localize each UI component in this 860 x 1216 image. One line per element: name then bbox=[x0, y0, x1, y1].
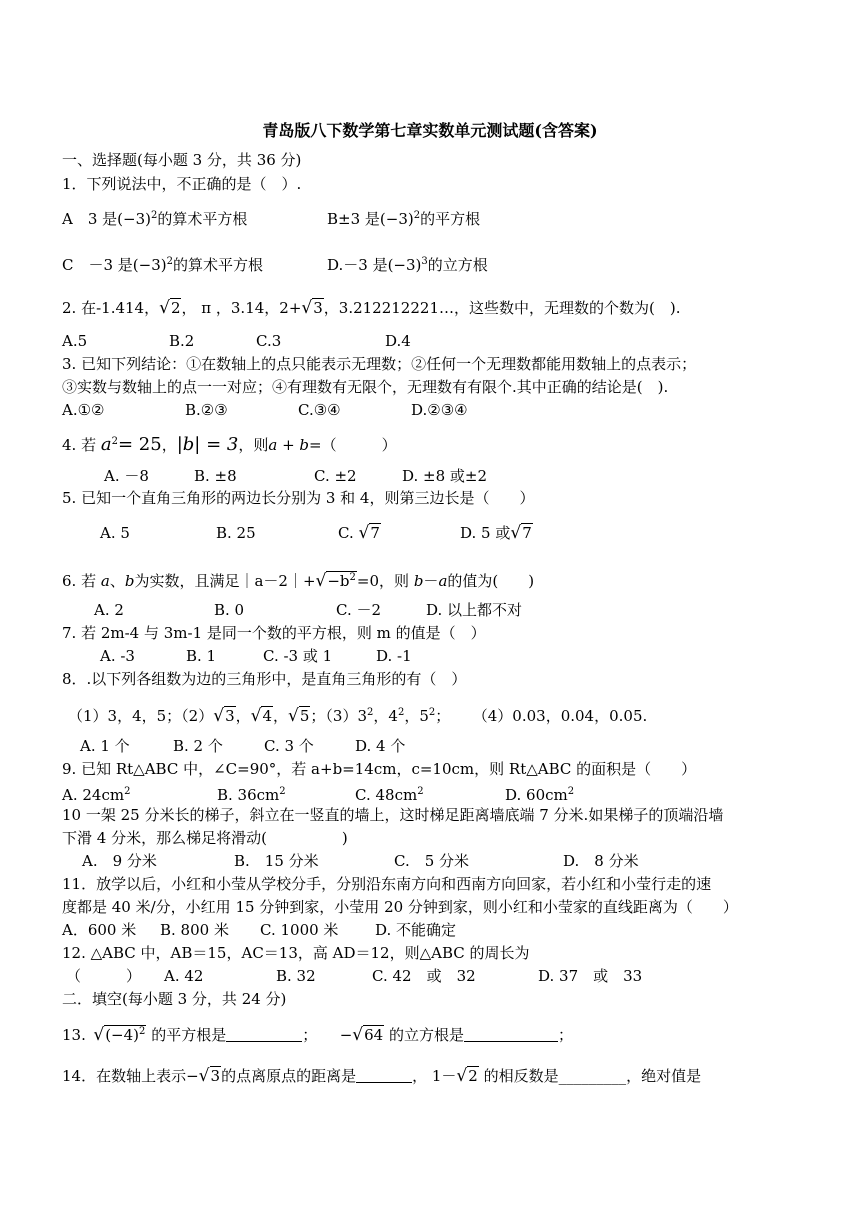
option-b bbox=[217, 782, 355, 805]
option-text: D.－3 是 bbox=[327, 256, 388, 274]
question-6-stem bbox=[62, 568, 534, 591]
question-text: ，4 bbox=[373, 707, 398, 725]
option-d: D. 不能确定 bbox=[375, 921, 457, 939]
question-12-options bbox=[66, 966, 642, 986]
math-expr: (−3) bbox=[117, 210, 151, 228]
option-c: C. －2 bbox=[336, 601, 382, 619]
option-text: C. bbox=[338, 524, 354, 542]
question-3-line-1: 3. 已知下列结论：①在数轴上的点只能表示无理数；②任何一个无理数都能用数轴上的点表示； bbox=[62, 355, 697, 373]
question-text: ， π ，3.14，2+ bbox=[181, 299, 302, 317]
option-c: C. 1000 米 bbox=[260, 921, 339, 939]
sqrt: √3 bbox=[301, 298, 323, 318]
question-10-line-1: 10 一架 25 分米长的梯子，斜立在一竖直的墙上，这时梯足距离墙底端 7 分米.如果梯子的顶端沿墙 bbox=[62, 806, 724, 824]
option-a: A. 42 bbox=[164, 967, 204, 985]
question-text: 的立方根是 bbox=[389, 1026, 465, 1044]
option-c: C. -3 或 1 bbox=[263, 647, 333, 665]
sqrt: √3 bbox=[213, 706, 235, 726]
math-expr: (−3) bbox=[132, 256, 167, 274]
sqrt-arg: 3 bbox=[225, 707, 235, 725]
question-text: （4）0.03，0.04，0.05. bbox=[472, 707, 648, 725]
option-a: A．600 米 bbox=[62, 921, 137, 939]
question-text: ； bbox=[558, 1026, 574, 1044]
option-b: B. 15 分米 bbox=[234, 852, 319, 870]
question-text: 14．在数轴上表示 bbox=[62, 1067, 187, 1085]
option-c: C. 5 分米 bbox=[394, 852, 470, 870]
sqrt-arg: 3 bbox=[210, 1067, 221, 1085]
option-c bbox=[338, 523, 460, 543]
option-c: C.3 bbox=[256, 332, 282, 350]
question-3-options bbox=[62, 400, 468, 420]
sqrt: √5 bbox=[288, 706, 310, 726]
question-4-options bbox=[104, 466, 487, 486]
option-text: C －3 是 bbox=[62, 256, 133, 274]
exponent: 2 bbox=[150, 210, 158, 221]
sqrt: √2 bbox=[456, 1066, 478, 1086]
question-text: 的相反数是 bbox=[483, 1067, 559, 1085]
sqrt: $√-b^2$ bbox=[315, 571, 356, 591]
question-text: 的值为( ) bbox=[447, 572, 535, 590]
exponent: 2 bbox=[124, 786, 131, 797]
math-sign: − bbox=[339, 1026, 353, 1044]
question-number: 13. bbox=[62, 1026, 86, 1044]
option-text: 的平方根 bbox=[420, 210, 481, 228]
option-text: 的立方根 bbox=[427, 256, 488, 274]
sqrt-arg: 3 bbox=[313, 299, 323, 317]
question-text: （1）3，4，5；（2） bbox=[68, 707, 214, 725]
exponent: 2 bbox=[279, 786, 286, 797]
option-b: B. 32 bbox=[276, 967, 316, 985]
option-text: B±3 是 bbox=[327, 210, 380, 228]
sqrt-arg: 7 bbox=[370, 524, 380, 542]
option-d: D. 4 个 bbox=[355, 737, 406, 755]
question-text: ，5 bbox=[404, 707, 429, 725]
math-expr: a + b bbox=[268, 436, 310, 454]
section-heading-fill: 二．填空(每小题 3 分，共 24 分) bbox=[62, 990, 287, 1008]
option-d: D.②③④ bbox=[411, 401, 468, 419]
exponent: 2 bbox=[397, 707, 405, 718]
question-11-line-1: 11．放学以后，小红和小莹从学校分手，分别沿东南方向和西南方向回家，若小红和小莹行走的速 bbox=[62, 875, 712, 893]
math-sign: − bbox=[186, 1067, 199, 1085]
question-1-options-cd bbox=[62, 252, 488, 275]
option-c bbox=[62, 252, 327, 275]
question-text: =0，则 bbox=[356, 572, 410, 590]
question-text: ； bbox=[302, 1026, 318, 1044]
question-text: 、 bbox=[109, 572, 125, 590]
math-var: b bbox=[413, 572, 424, 590]
question-text: － bbox=[423, 572, 439, 590]
question-7-options bbox=[100, 646, 412, 666]
option-text: A. 24cm bbox=[62, 786, 125, 804]
question-1-stem: 1．下列说法中，不正确的是（ ）. bbox=[62, 175, 302, 193]
sqrt: √7 bbox=[358, 523, 380, 543]
question-9-options bbox=[62, 782, 574, 805]
option-c bbox=[355, 782, 505, 805]
option-a: A. －8 bbox=[104, 467, 149, 485]
option-b: B. 800 米 bbox=[160, 921, 229, 939]
question-text: =（ ） bbox=[309, 436, 397, 454]
question-1-options-ab bbox=[62, 206, 480, 229]
option-b: B.2 bbox=[169, 332, 195, 350]
exponent: 2 bbox=[567, 786, 575, 797]
question-14-stem bbox=[62, 1066, 701, 1086]
option-c: C. 3 个 bbox=[264, 737, 314, 755]
exponent: 2 bbox=[413, 210, 421, 221]
option-d: D. ±8 或±2 bbox=[402, 467, 488, 485]
question-10-line-2: 下滑 4 分米，那么梯足将滑动( ) bbox=[62, 829, 348, 847]
option-text: D. 60cm bbox=[505, 786, 568, 804]
option-d: D. 以上都不对 bbox=[426, 601, 523, 619]
exponent: 2 bbox=[367, 707, 374, 718]
option-a: A.①② bbox=[62, 401, 105, 419]
question-2-options bbox=[62, 331, 411, 351]
question-text: 2. 在-1.414， bbox=[62, 299, 160, 317]
sqrt: √2 bbox=[159, 298, 181, 318]
option-d: D. 8 分米 bbox=[563, 852, 639, 870]
option-text: B. 36cm bbox=[217, 786, 280, 804]
option-c: C. ±2 bbox=[314, 467, 357, 485]
option-b: B. 1 bbox=[186, 647, 217, 665]
sqrt-arg: −b bbox=[327, 572, 350, 590]
question-5-options bbox=[100, 523, 533, 543]
question-text: 1－ bbox=[431, 1067, 457, 1085]
option-text: 的算术平方根 bbox=[157, 210, 248, 228]
option-d bbox=[460, 523, 533, 543]
answer-blank[interactable] bbox=[226, 1041, 302, 1042]
section-heading-choice: 一、选择题(每小题 3 分，共 36 分) bbox=[62, 151, 302, 169]
option-d bbox=[327, 252, 488, 275]
question-text: ， bbox=[161, 436, 177, 454]
question-11-options bbox=[62, 920, 456, 940]
option-b: B.②③ bbox=[185, 401, 228, 419]
answer-blank[interactable] bbox=[356, 1082, 412, 1083]
exponent: 2 bbox=[166, 256, 173, 267]
exponent: 2 bbox=[349, 572, 356, 583]
option-b: B. ±8 bbox=[194, 467, 237, 485]
question-text: ，3.212212221…，这些数中，无理数的个数为( ). bbox=[323, 299, 681, 317]
question-9-stem: 9. 已知 Rt△ABC 中，∠C=90°，若 a+b=14cm，c=10cm，则 Rt△ABC 的面积是（ ） bbox=[62, 760, 697, 778]
question-3-line-2: ③实数与数轴上的点一一对应；④有理数有无限个，无理数有有限个.其中正确的结论是( ). bbox=[62, 378, 669, 396]
question-8-options bbox=[80, 736, 405, 756]
question-text: ；（3）3 bbox=[310, 707, 368, 725]
exponent: 2 bbox=[428, 707, 436, 718]
sqrt-arg: 7 bbox=[522, 524, 532, 542]
option-d: D. -1 bbox=[376, 647, 412, 665]
question-8-stem: 8．.以下列各组数为边的三角形中，是直角三角形的有（ ） bbox=[62, 670, 467, 688]
option-c: C.③④ bbox=[298, 401, 341, 419]
question-text: ，则 bbox=[238, 436, 269, 454]
question-10-options bbox=[82, 851, 639, 871]
option-d: D. 37 或 33 bbox=[538, 967, 643, 985]
option-a: A. 5 bbox=[100, 524, 130, 542]
math-expr: (−3) bbox=[379, 210, 414, 228]
sqrt: √7 bbox=[510, 523, 532, 543]
option-d: D.4 bbox=[385, 332, 411, 350]
option-b: B. 2 个 bbox=[173, 737, 223, 755]
question-6-options bbox=[94, 600, 522, 620]
option-b: B. 25 bbox=[216, 524, 256, 542]
question-7-stem: 7. 若 2m-4 与 3m-1 是同一个数的平方根，则 m 的值是（ ） bbox=[62, 624, 486, 642]
option-d bbox=[505, 782, 574, 805]
option-c: C. 42 或 32 bbox=[372, 967, 476, 985]
question-text: 6. 若 bbox=[62, 572, 97, 590]
exponent: 2 bbox=[111, 436, 118, 447]
option-a: A. 2 bbox=[94, 601, 124, 619]
sqrt-arg: 2 bbox=[468, 1067, 478, 1085]
question-text: ； bbox=[435, 707, 451, 725]
page-title: 青岛版八下数学第七章实数单元测试题(含答案) bbox=[262, 121, 598, 140]
sqrt-arg: 64 bbox=[364, 1026, 384, 1044]
question-text: ， bbox=[235, 707, 251, 725]
question-13-stem bbox=[62, 1022, 573, 1045]
question-12-stem: 12. △ABC 中，AB＝15，AC＝13，高 AD＝12，则△ABC 的周长为 bbox=[62, 944, 530, 962]
sqrt: √4 bbox=[250, 706, 273, 726]
option-text: A 3 是 bbox=[62, 210, 118, 228]
math-expr: |b| = 3 bbox=[176, 434, 239, 455]
math-var: a bbox=[100, 572, 110, 590]
option-b bbox=[327, 206, 480, 229]
option-a bbox=[62, 782, 217, 805]
question-text: 为实数，且满足｜a－2｜+ bbox=[134, 572, 316, 590]
question-text: ，绝对值是 bbox=[626, 1067, 702, 1085]
option-text: D. 5 或 bbox=[460, 524, 511, 542]
answer-blank[interactable] bbox=[464, 1041, 558, 1042]
sqrt-arg: 5 bbox=[299, 707, 310, 725]
question-8-groups bbox=[68, 703, 647, 726]
question-text: ， bbox=[273, 707, 289, 725]
exponent: 2 bbox=[139, 1026, 146, 1037]
question-5-stem: 5. 已知一个直角三角形的两边长分别为 3 和 4，则第三边长是（ ） bbox=[62, 489, 535, 507]
sqrt: √64 bbox=[352, 1025, 384, 1045]
option-a: A. 9 分米 bbox=[82, 852, 157, 870]
exponent: 3 bbox=[421, 256, 428, 267]
question-text: 的平方根是 bbox=[151, 1026, 227, 1044]
option-a: A. 1 个 bbox=[80, 737, 130, 755]
exponent: 2 bbox=[417, 786, 424, 797]
option-a: A. -3 bbox=[100, 647, 135, 665]
option-b: B. 0 bbox=[214, 601, 245, 619]
math-var: a bbox=[100, 434, 112, 455]
option-text: 的算术平方根 bbox=[173, 256, 264, 274]
sqrt-arg: 4 bbox=[262, 707, 273, 725]
question-text: ， bbox=[412, 1067, 428, 1085]
question-text: 的点离原点的距离是 bbox=[221, 1067, 357, 1085]
math-var: b bbox=[124, 572, 135, 590]
answer-blank[interactable]: _________ bbox=[558, 1067, 627, 1085]
sqrt-arg: (−4) bbox=[105, 1026, 140, 1044]
math-var: a bbox=[438, 572, 448, 590]
question-11-line-2: 度都是 40 米/分，小红用 15 分钟到家，小莹用 20 分钟到家，则小红和小莹家的直线距离为（ ） bbox=[62, 898, 738, 916]
math-expr: (−3) bbox=[387, 256, 422, 274]
option-a: A.5 bbox=[62, 332, 88, 350]
sqrt: √3 bbox=[198, 1066, 221, 1086]
sqrt: $√(-4)^2$ bbox=[93, 1025, 146, 1045]
question-4-stem bbox=[62, 432, 397, 455]
option-text: C. 48cm bbox=[355, 786, 418, 804]
option-a bbox=[62, 206, 327, 229]
answer-paren: （ ） bbox=[66, 967, 142, 985]
question-2-stem bbox=[62, 298, 680, 318]
math-expr: = 25 bbox=[117, 434, 162, 455]
question-text: 4. 若 bbox=[62, 436, 97, 454]
sqrt-arg: 2 bbox=[170, 299, 181, 317]
